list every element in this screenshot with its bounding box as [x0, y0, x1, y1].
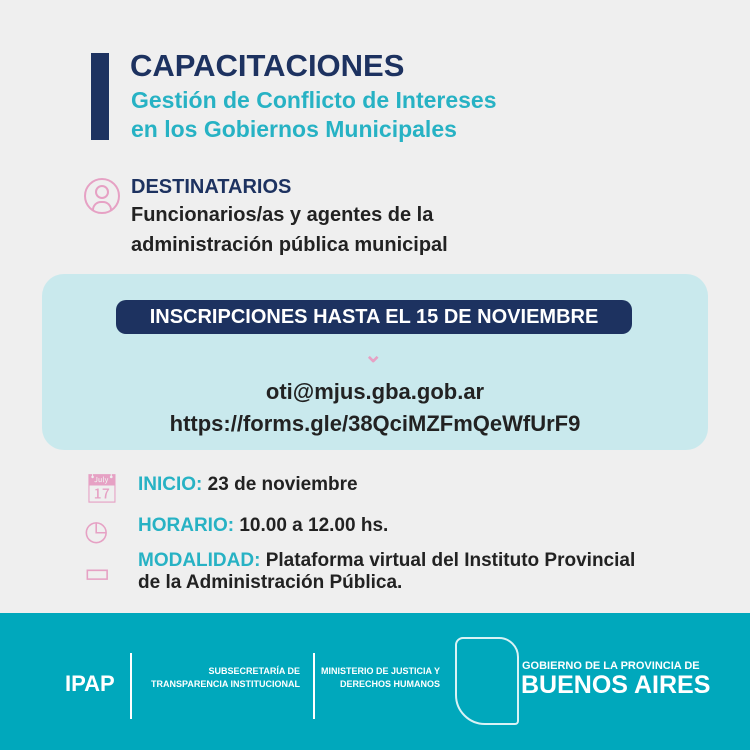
min-line2: DERECHOS HUMANOS [339, 679, 440, 689]
course-title-line2: en los Gobiernos Municipales [131, 116, 457, 142]
footer [0, 613, 750, 750]
clock-icon: ◷ [84, 515, 109, 546]
title-accent-bar [91, 53, 109, 140]
horario-row [138, 515, 388, 537]
ipap-logo: IPAP [65, 671, 115, 696]
province-map-logo [455, 637, 519, 725]
sub-line1: SUBSECRETARÍA DE [208, 666, 300, 676]
inicio-label: INICIO: [138, 474, 203, 495]
registration-deadline-banner: INSCRIPCIONES HASTA EL 15 DE NOVIEMBRE [116, 300, 632, 334]
modalidad-row [138, 550, 635, 594]
inicio-row [138, 474, 358, 496]
course-title-line1: Gestión de Conflicto de Intereses [131, 87, 497, 113]
user-icon [84, 178, 120, 214]
gobierno-label: GOBIERNO DE LA PROVINCIA DE [522, 660, 700, 672]
registration-links [42, 376, 708, 440]
modalidad-label: MODALIDAD: [138, 550, 261, 571]
min-line1: MINISTERIO DE JUSTICIA Y [320, 666, 440, 676]
calendar-icon: 📅︎ [84, 473, 120, 504]
buenos-aires-label: BUENOS AIRES [521, 671, 711, 699]
modalidad-line2: de la Administración Pública. [138, 572, 403, 593]
form-link[interactable]: https://forms.gle/38QciMZFmQeWfUrF9 [169, 411, 581, 436]
destinatarios-line1: Funcionarios/as y agentes de la [131, 204, 434, 226]
sub-line2: TRANSPARENCIA INSTITUCIONAL [151, 679, 300, 689]
modalidad-line1: Plataforma virtual del Instituto Provincial [265, 550, 636, 571]
divider [130, 653, 132, 719]
destinatarios-label: DESTINATARIOS [131, 176, 292, 198]
horario-label: HORARIO: [138, 515, 235, 536]
horario-value: 10.00 a 12.00 hs. [239, 515, 389, 536]
divider [313, 653, 315, 719]
page-title: CAPACITACIONES [130, 48, 405, 83]
subsecretaria-logo [140, 665, 300, 691]
email-link[interactable]: oti@mjus.gba.gob.ar [265, 379, 485, 404]
devices-icon: ▭ [84, 557, 111, 588]
destinatarios-text [131, 200, 448, 260]
chevron-down-icon: ⌄ [364, 342, 383, 367]
destinatarios-line2: administración pública municipal [131, 234, 448, 256]
inicio-value: 23 de noviembre [207, 474, 358, 495]
ministerio-logo [318, 665, 440, 691]
course-title [131, 86, 497, 144]
